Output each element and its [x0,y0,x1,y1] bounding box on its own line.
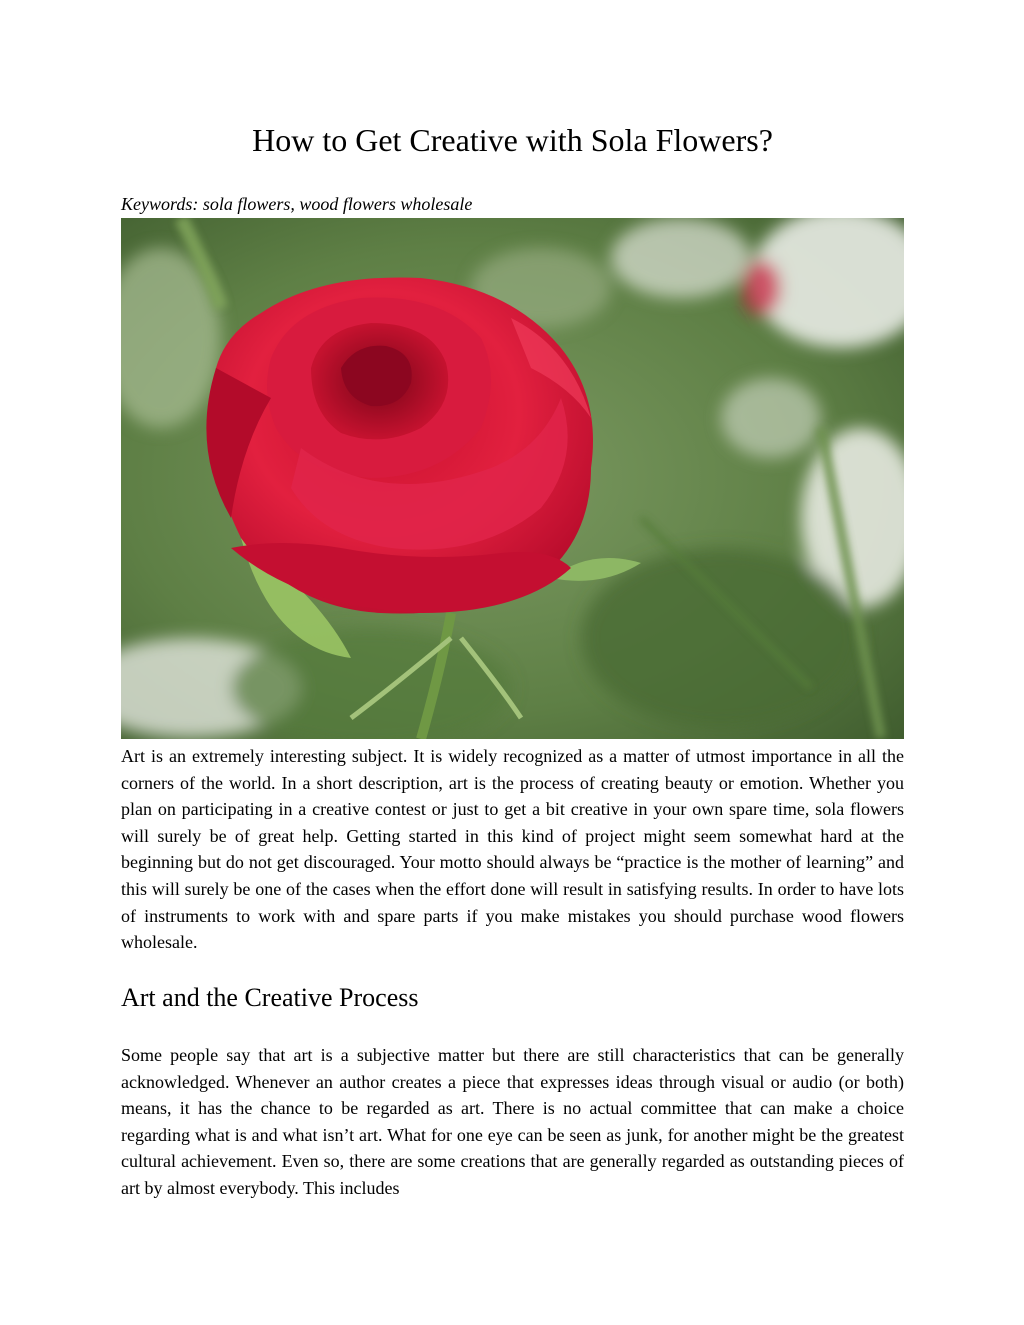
section-heading: Art and the Creative Process [121,983,419,1012]
body-paragraph-2: Some people say that art is a subjective matter but there are still characteristics that can be generally acknowledged. Whenever an author creates a piece that expresses ideas through visual or audio (or both) means, it has the chance to be regarded as art. There is no actual committee that can make a choice regarding what is and what isn’t art. What for one eye can be seen as junk, for another might be the greatest cultural achievement. Even so, there are some creations that are generally regarded as outstanding pieces of art by almost everybody. This includes [121,1045,904,1198]
keywords-line: Keywords: sola flowers, wood flowers wholesale [121,194,473,214]
rose-photo-drawing [121,218,904,739]
rose-photo [121,218,904,739]
body-paragraph-1: Art is an extremely interesting subject. It is widely recognized as a matter of utmost importance in all the corners of the world. In a short description, art is the process of creating beauty or emotion. Whether you plan on participating in a creative contest or just to get a bit creative in your own spare time, sola flowers will surely be of great help. Getting started in this kind of project might seem somewhat hard at the beginning but do not get discouraged. Your motto should always be “practice is the mother of learning” and this will surely be one of the cases when the effort done will result in satisfying results. In order to have lots of instruments to work with and spare parts if you make mistakes you should purchase wood flowers wholesale. [121,746,904,953]
document-title: How to Get Creative with Sola Flowers? [252,122,773,158]
